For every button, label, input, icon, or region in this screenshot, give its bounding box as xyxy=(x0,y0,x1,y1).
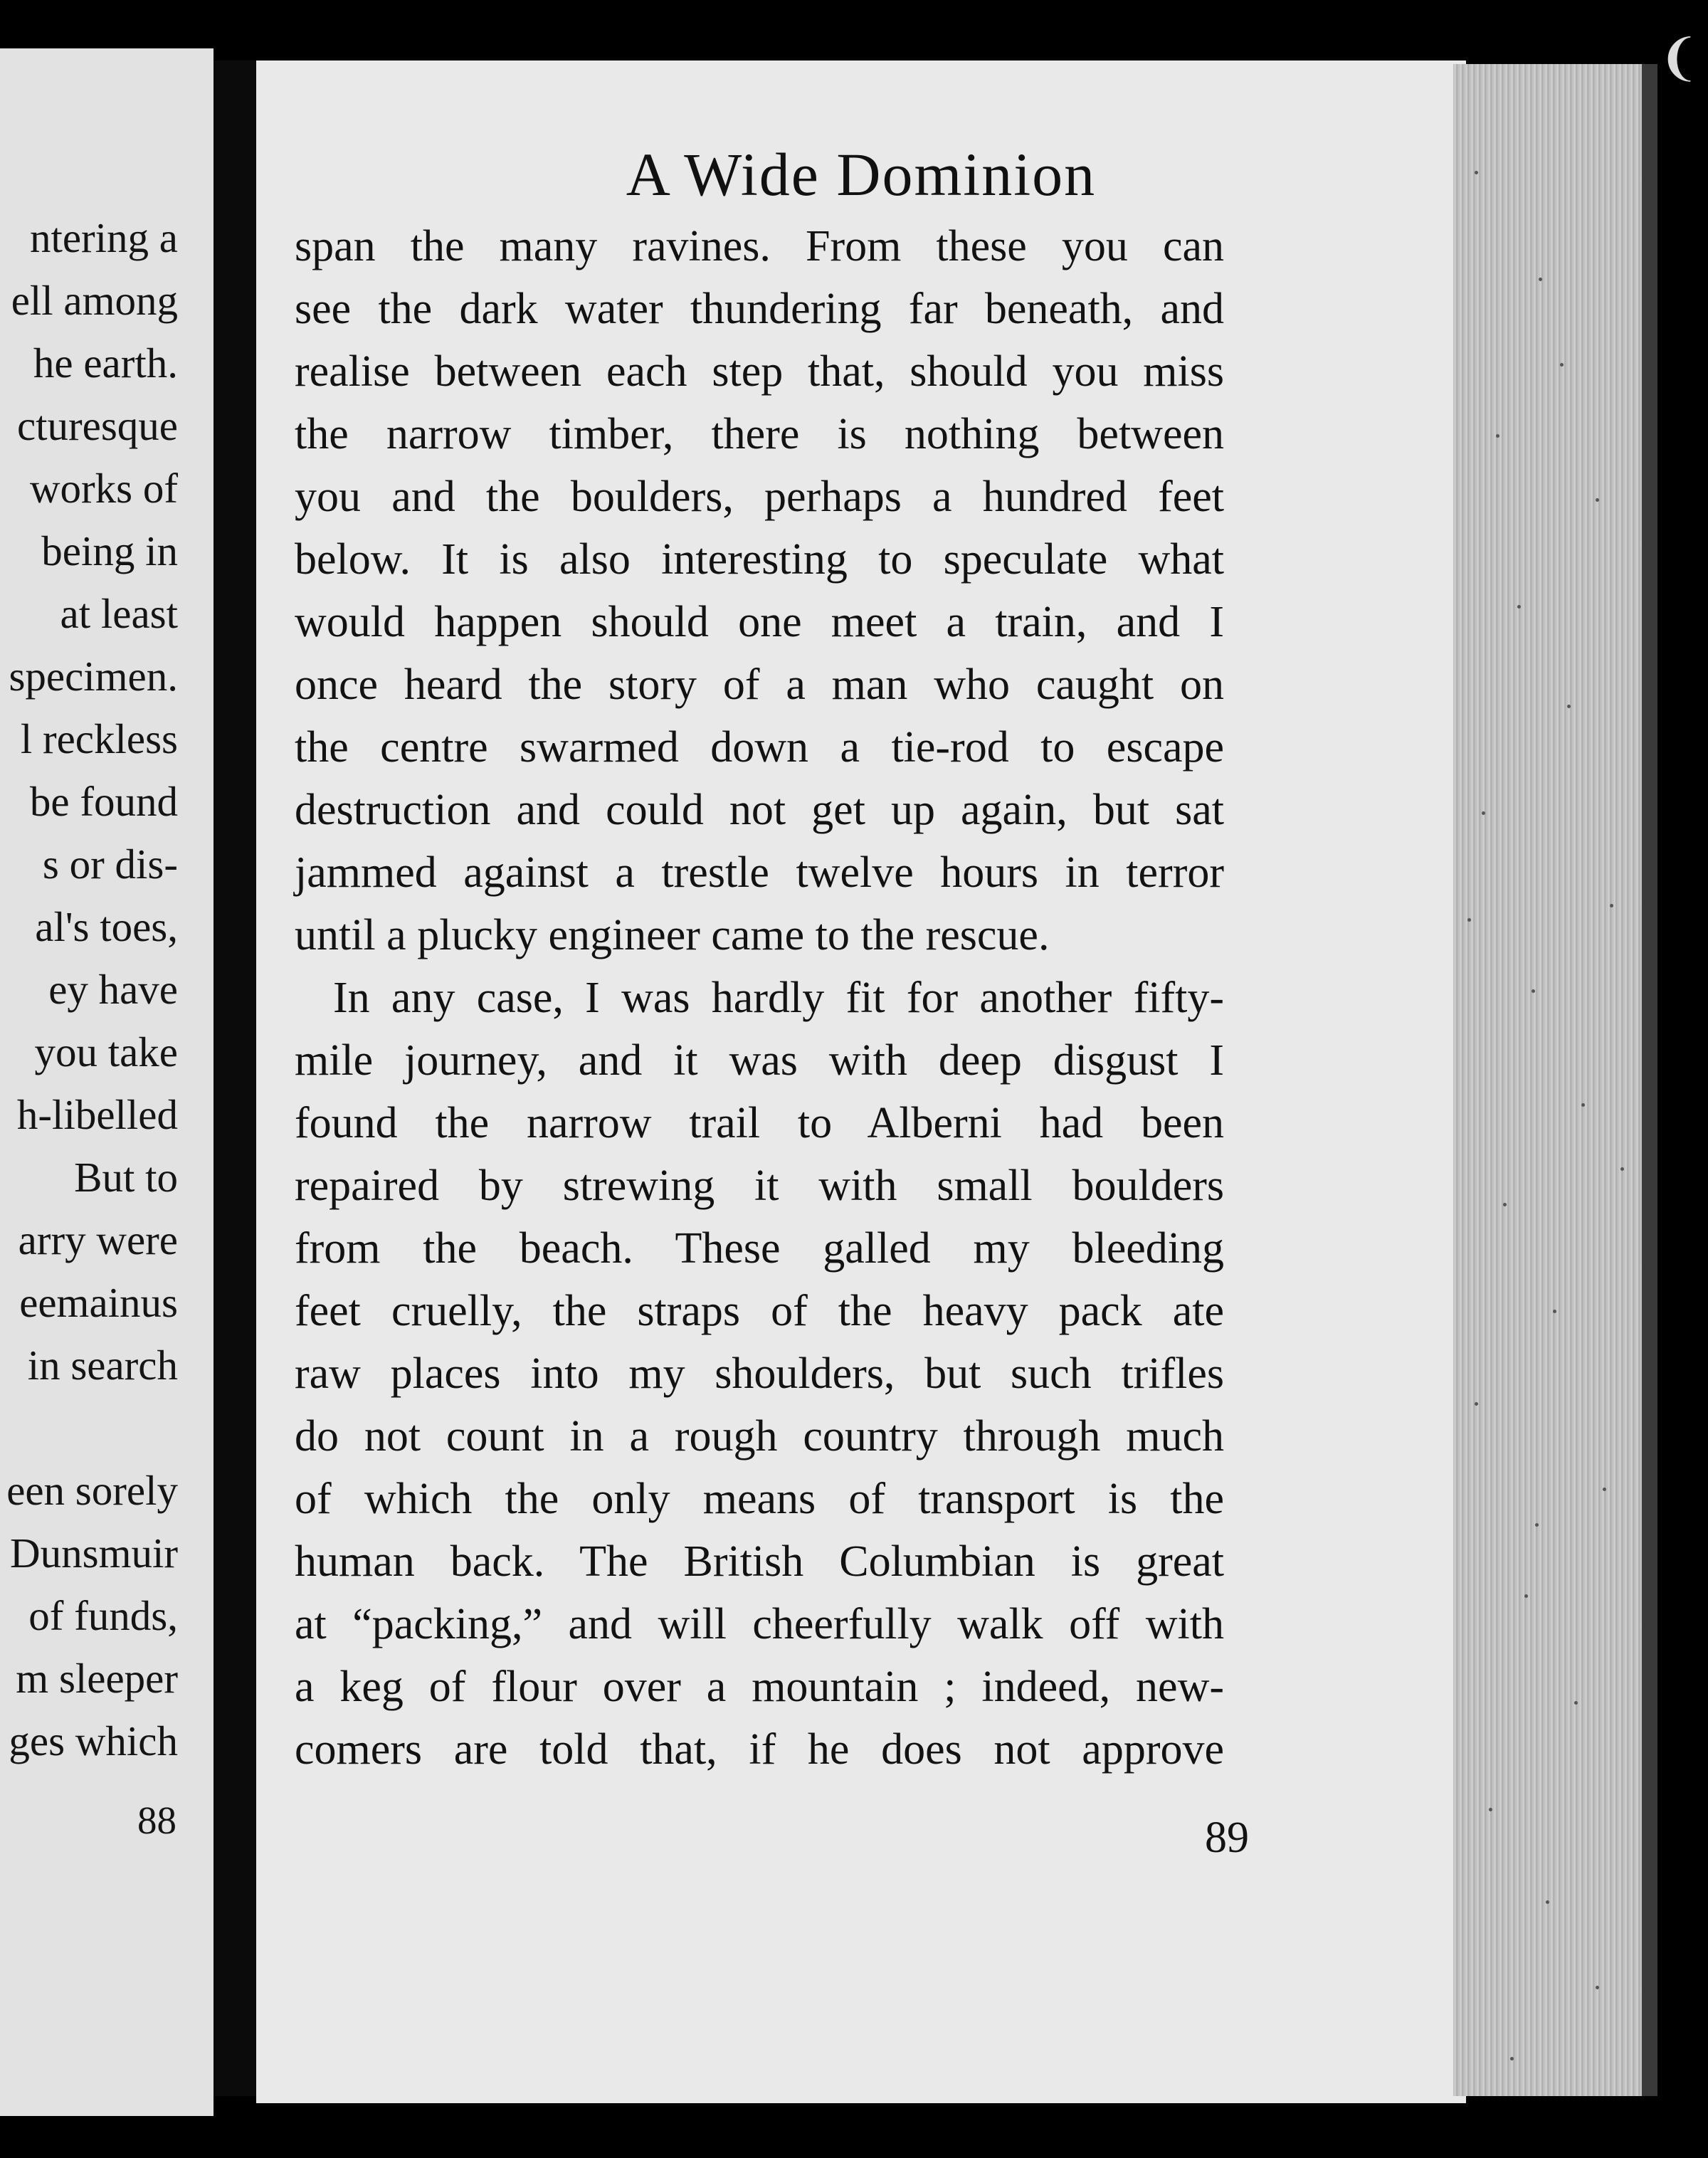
left-text-line: ntering a xyxy=(29,214,178,261)
text-line: see the dark water thundering far beneath, and xyxy=(295,285,1224,333)
text-line: In any case, I was hardly fit for another fifty- xyxy=(333,974,1224,1022)
book-gutter xyxy=(214,60,258,2096)
left-text-line: specimen. xyxy=(9,653,178,700)
paper-speck xyxy=(1482,811,1485,815)
paper-speck xyxy=(1517,605,1521,609)
paper-speck xyxy=(1610,904,1613,907)
text-line: span the many ravines. From these you can xyxy=(295,222,1224,270)
text-line: human back. The British Columbian is great xyxy=(295,1537,1224,1586)
paper-speck xyxy=(1603,1488,1606,1491)
paper-speck xyxy=(1539,278,1542,281)
running-head: A Wide Dominion xyxy=(626,140,1097,209)
paper-speck xyxy=(1546,1900,1549,1904)
text-line: feet cruelly, the straps of the heavy pack ate xyxy=(295,1287,1224,1335)
left-text-line: being in xyxy=(41,527,178,574)
left-page xyxy=(0,48,214,2116)
text-line: do not count in a rough country through much xyxy=(295,1412,1224,1460)
page-edges xyxy=(1453,64,1642,2096)
left-text-line: you take xyxy=(34,1028,178,1075)
text-line: below. It is also interesting to speculate what xyxy=(295,535,1224,584)
paper-speck xyxy=(1510,2057,1514,2060)
paper-speck xyxy=(1596,498,1599,502)
text-line: raw places into my shoulders, but such trifles xyxy=(295,1349,1224,1398)
page-number: 89 xyxy=(1205,1814,1249,1862)
left-text-line: h-libelled xyxy=(16,1091,178,1138)
left-text-line: eemainus xyxy=(19,1279,178,1326)
left-text-line: works of xyxy=(29,465,178,512)
text-line: repaired by strewing it with small boulders xyxy=(295,1162,1224,1210)
left-text-line: s or dis- xyxy=(42,841,178,888)
left-text-line: in search xyxy=(27,1342,178,1389)
left-text-line: at least xyxy=(60,590,178,637)
paper-speck xyxy=(1535,1523,1539,1527)
text-line: found the narrow trail to Alberni had been xyxy=(295,1099,1224,1147)
paper-speck xyxy=(1467,918,1471,922)
paper-speck xyxy=(1560,363,1564,367)
paper-speck xyxy=(1620,1167,1624,1171)
corner-mark-icon: ❨ xyxy=(1658,31,1700,86)
left-text-line: he earth. xyxy=(33,340,178,386)
text-line: until a plucky engineer came to the rescue. xyxy=(295,911,1050,959)
text-line: the centre swarmed down a tie-rod to escape xyxy=(295,723,1224,772)
text-line: from the beach. These galled my bleeding xyxy=(295,1224,1224,1273)
text-line: of which the only means of transport is the xyxy=(295,1475,1224,1523)
paper-speck xyxy=(1475,171,1478,174)
left-text-line: een sorely xyxy=(6,1467,178,1514)
left-text-line: cturesque xyxy=(16,402,178,449)
text-line: would happen should one meet a train, and I xyxy=(295,598,1224,646)
left-text-line: al's toes, xyxy=(35,903,178,950)
paper-speck xyxy=(1532,989,1535,993)
text-line: destruction and could not get up again, but sat xyxy=(295,786,1224,834)
text-line: comers are told that, if he does not approve xyxy=(295,1725,1224,1774)
left-text-line: ges which xyxy=(9,1717,178,1764)
left-text-line: m sleeper xyxy=(16,1655,178,1702)
left-text-line: l reckless xyxy=(20,715,178,762)
text-line: a keg of flour over a mountain ; indeed, new- xyxy=(295,1663,1224,1711)
book-cover-edge xyxy=(1642,64,1657,2096)
text-line: mile journey, and it was with deep disgust I xyxy=(295,1036,1224,1085)
paper-speck xyxy=(1596,1986,1599,1989)
text-line: once heard the story of a man who caught on xyxy=(295,660,1224,709)
text-line: at “packing,” and will cheerfully walk off with xyxy=(295,1600,1224,1648)
paper-speck xyxy=(1567,705,1571,708)
left-text-line: arry were xyxy=(18,1216,178,1263)
paper-speck xyxy=(1489,1808,1492,1811)
paper-speck xyxy=(1475,1402,1478,1406)
left-text-line: But to xyxy=(74,1154,178,1201)
left-text-line: of funds, xyxy=(28,1592,178,1639)
paper-speck xyxy=(1581,1103,1585,1107)
left-text-line: ey have xyxy=(48,966,178,1013)
paper-speck xyxy=(1524,1594,1528,1598)
text-line: jammed against a trestle twelve hours in terror xyxy=(295,848,1224,897)
text-line: the narrow timber, there is nothing between xyxy=(295,410,1224,458)
paper-speck xyxy=(1553,1310,1556,1313)
right-page xyxy=(256,60,1466,2103)
left-text-line: ell among xyxy=(11,277,178,324)
left-text-line: be found xyxy=(29,778,178,825)
text-line: realise between each step that, should you miss xyxy=(295,347,1224,396)
paper-speck xyxy=(1503,1203,1507,1206)
paper-speck xyxy=(1574,1701,1578,1705)
left-text-line: Dunsmuir xyxy=(10,1530,178,1577)
left-page-number: 88 xyxy=(137,1799,176,1842)
text-line: you and the boulders, perhaps a hundred feet xyxy=(295,473,1224,521)
paper-speck xyxy=(1496,434,1499,438)
